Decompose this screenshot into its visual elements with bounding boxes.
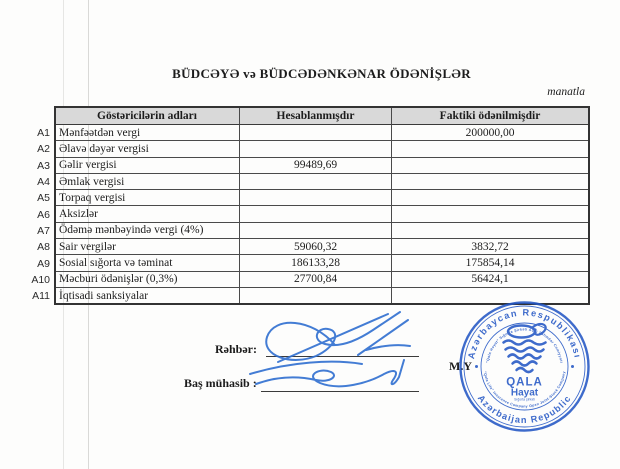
handwritten-signatures xyxy=(240,300,420,400)
payments-table xyxy=(25,107,588,304)
svg-text:Azərbaijan Republic xyxy=(476,393,573,425)
row-label: A1 xyxy=(37,127,50,140)
accrued-value: 27700,84 xyxy=(240,272,392,288)
svg-text:"Qala Həyat" Sığorta Şirkəti A xyxy=(486,327,564,363)
accrued-value xyxy=(240,141,392,157)
row-label: A4 xyxy=(37,176,50,189)
row-label: A3 xyxy=(37,159,50,172)
company-stamp xyxy=(456,298,593,435)
stamp-inner-ring xyxy=(481,323,568,410)
column-header-name: Göstəricilərin adları xyxy=(55,107,240,125)
director-signature-ink xyxy=(358,320,410,355)
indicator-name: Aksizlər xyxy=(55,206,240,222)
document-title: BÜDCƏYƏ və BÜDCƏDƏNKƏNAR ÖDƏNİŞLƏR xyxy=(172,66,471,81)
chief-accountant-label: Baş mühasib : xyxy=(184,376,257,390)
row-label: A9 xyxy=(37,257,50,270)
stamp-logo-word-qala: QALA xyxy=(506,376,543,389)
qala-hayat-logo-icon xyxy=(504,324,546,372)
accrued-value xyxy=(240,174,392,190)
paid-value xyxy=(392,206,588,222)
column-header-accrued: Hesablanmışdır xyxy=(240,107,392,125)
stamp-separator-dot-left xyxy=(475,365,478,368)
stamp-logo-tagline: Sığorta şirkəti xyxy=(514,397,535,402)
director-signature-ink xyxy=(266,312,400,360)
paid-value: 200000,00 xyxy=(392,125,588,141)
paid-value xyxy=(392,158,588,174)
paid-value xyxy=(392,174,588,190)
stamp-text-country-en: Azərbaijan Republic xyxy=(475,393,574,426)
accrued-value: 59060,32 xyxy=(240,239,392,255)
accrued-value xyxy=(240,223,392,239)
indicator-name: İqtisadi sanksiyalar xyxy=(55,288,240,304)
row-label-header xyxy=(25,107,55,125)
paid-value: 175854,14 xyxy=(392,255,588,271)
accountant-signature-line xyxy=(261,391,419,392)
stamp-middle-ring xyxy=(464,306,585,427)
indicator-name: Mənfəətdən vergi xyxy=(55,125,240,141)
indicator-name: Sair vergilər xyxy=(55,239,240,255)
paid-value xyxy=(392,223,588,239)
stamp-text-company-en: "Qala Life" Insurance Company Open Joint-Stock Company xyxy=(482,370,567,409)
stamp-text-country-az: Azərbaycan Respublikası xyxy=(466,307,583,360)
indicator-name: Torpaq vergisi xyxy=(55,190,240,206)
accountant-signature-ink xyxy=(250,360,404,386)
row-label: A6 xyxy=(37,208,50,221)
accrued-value xyxy=(240,288,392,304)
indicator-name: Gəlir vergisi xyxy=(55,158,240,174)
svg-text:Azərbaycan Respublikası xyxy=(466,307,583,359)
director-signature-ink xyxy=(278,314,388,362)
stamp-logo-word-hayat: Hayat xyxy=(510,387,539,399)
indicator-name: Əlavə dəyər vergisi xyxy=(55,141,240,157)
row-label: A11 xyxy=(32,290,50,303)
accrued-value xyxy=(240,125,392,141)
paid-value xyxy=(392,141,588,157)
paid-value xyxy=(392,190,588,206)
director-signature-line xyxy=(266,356,419,357)
indicator-name: Ödəmə mənbəyində vergi (4%) xyxy=(55,223,240,239)
director-label: Rəhbər: xyxy=(215,342,257,356)
accrued-value: 186133,28 xyxy=(240,255,392,271)
paid-value xyxy=(392,288,588,304)
indicator-name: Əmlak vergisi xyxy=(55,174,240,190)
stamp-text-company-az: "Qala Həyat" Sığorta Şirkəti Açıq Səhmdar Cəmiyyəti xyxy=(485,327,564,364)
director-name: M.Y xyxy=(449,359,472,373)
svg-text:"Qala Life" Insurance Company xyxy=(483,371,566,409)
row-label: A8 xyxy=(37,241,50,254)
row-label: A5 xyxy=(37,192,50,205)
row-label: A2 xyxy=(37,143,50,156)
accrued-value xyxy=(240,190,392,206)
row-label: A10 xyxy=(31,273,50,286)
currency-unit-note: manatla xyxy=(547,86,585,98)
indicator-name: Sosial sığorta və təminat xyxy=(55,255,240,271)
row-label: A7 xyxy=(37,224,50,237)
column-header-paid: Faktiki ödənilmişdir xyxy=(392,107,588,125)
stamp-separator-dot-right xyxy=(571,365,574,368)
accrued-value xyxy=(240,206,392,222)
paid-value: 3832,72 xyxy=(392,239,588,255)
stamp-outer-ring xyxy=(461,303,589,431)
paid-value: 56424,1 xyxy=(392,272,588,288)
accrued-value: 99489,69 xyxy=(240,158,392,174)
indicator-name: Məcburi ödənişlər (0,3%) xyxy=(55,272,240,288)
